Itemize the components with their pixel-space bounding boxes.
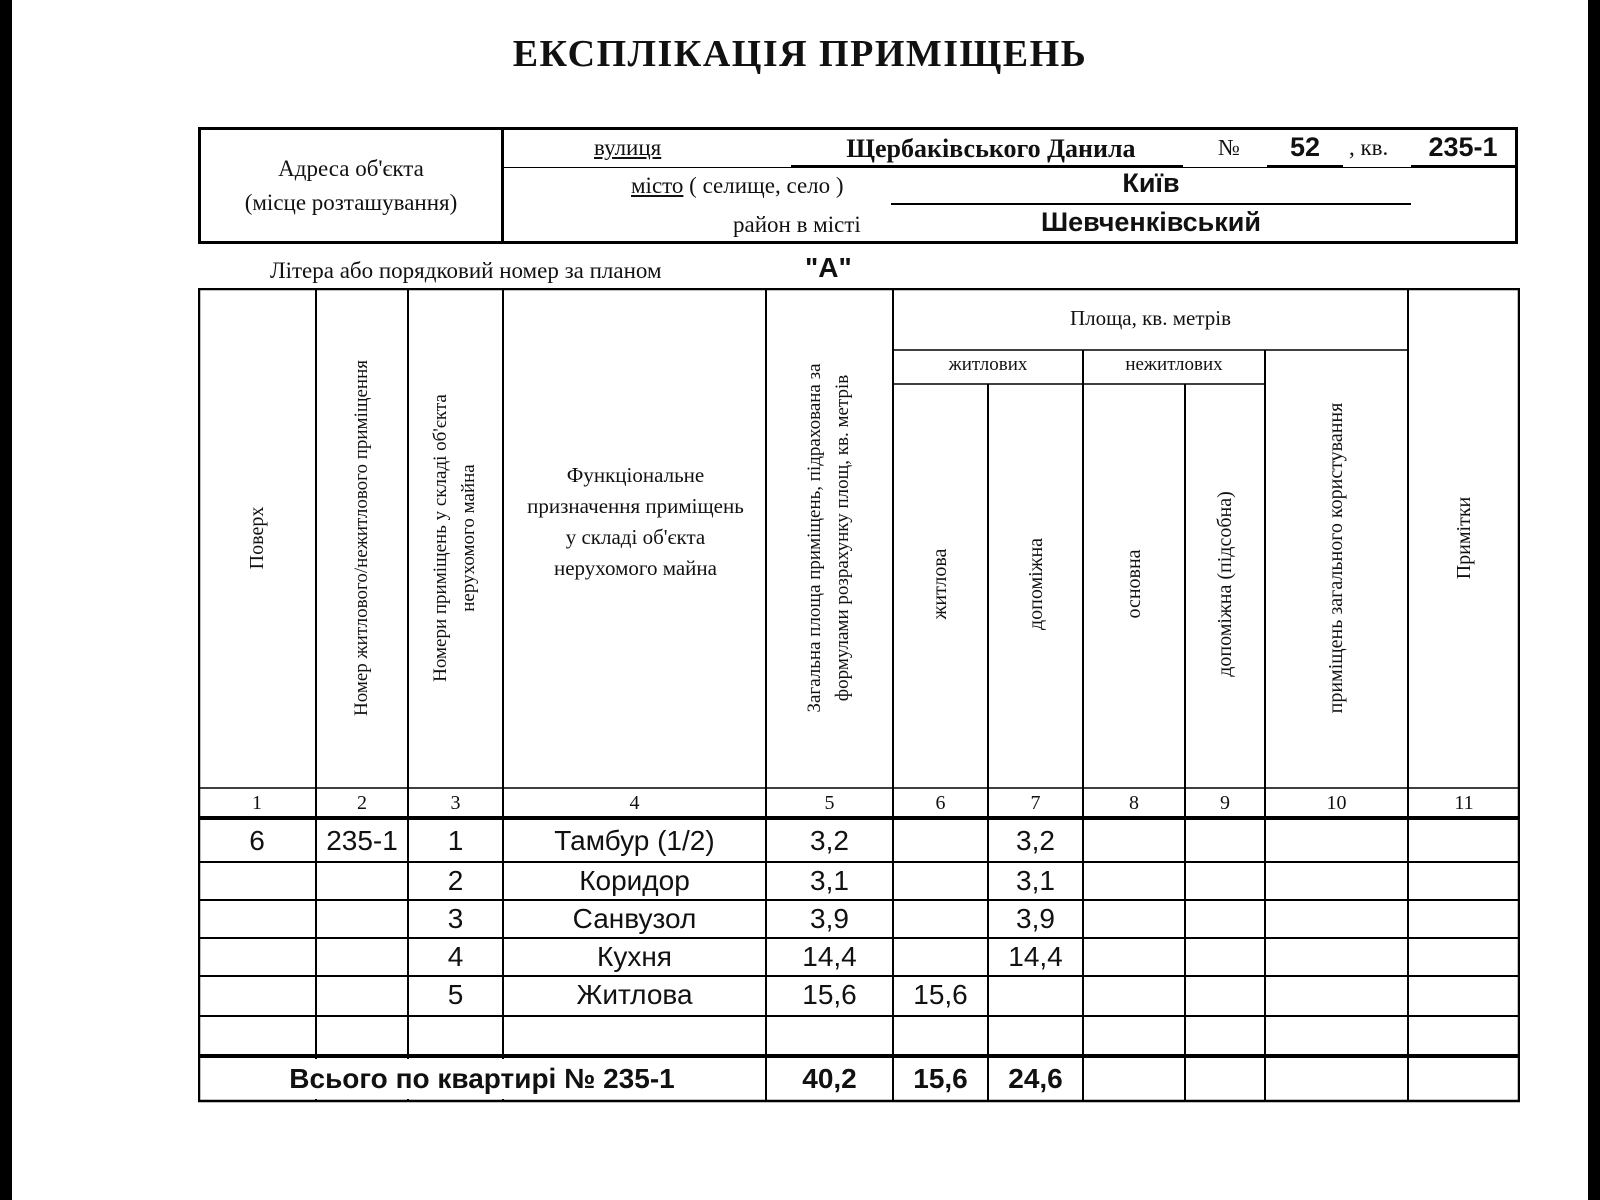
litera-value: "А": [805, 252, 852, 283]
document-title: ЕКСПЛІКАЦІЯ ПРИМІЩЕНЬ: [512, 33, 1088, 75]
cell-auxiliary: 3,2: [1016, 825, 1055, 856]
total-label: Всього по квартирі № 235-1: [289, 1063, 675, 1094]
header-room-numbers-line1: Номери приміщень у складі об'єкта: [430, 394, 451, 682]
header-notes: Примітки: [1453, 496, 1475, 580]
cell-room: 2: [447, 865, 464, 896]
address-label-cell: [201, 130, 504, 241]
cell-purpose: Житлова: [576, 979, 693, 1010]
cell-living: 15,6: [913, 979, 968, 1010]
header-living: житлова: [929, 548, 951, 620]
city-value: Київ: [1122, 168, 1180, 198]
total-living: 15,6: [913, 1063, 968, 1094]
col-number: 5: [824, 792, 835, 814]
total-auxiliary: 24,6: [1008, 1063, 1063, 1094]
street-label: вулиця: [594, 135, 662, 160]
header-total-area: [801, 363, 857, 712]
header-apartment-number: Номер житлового/нежитлового приміщення: [351, 359, 372, 717]
cell-auxiliary: 3,9: [1016, 903, 1055, 934]
cell-purpose: Коридор: [579, 865, 690, 896]
address-box: [198, 127, 1518, 244]
city-underline: [891, 203, 1411, 205]
address-label-line1: Адреса об'єкта: [278, 155, 424, 181]
cell-total: 3,2: [810, 825, 849, 856]
cell-purpose: Кухня: [597, 941, 672, 972]
col-number: 1: [252, 792, 262, 814]
header-nonresidential-group: нежитлових: [1125, 354, 1223, 375]
cell-total: 3,1: [810, 865, 849, 896]
header-room-numbers-line2: нерухомого майна: [458, 464, 479, 612]
cell-auxiliary: 3,1: [1016, 865, 1055, 896]
cell-room: 4: [447, 941, 464, 972]
col-number: 9: [1220, 792, 1230, 814]
header-floor: Поверх: [246, 506, 268, 570]
cell-purpose: Тамбур (1/2): [554, 825, 715, 856]
left-scan-border: [0, 0, 12, 1200]
col-number: 6: [935, 792, 946, 814]
col-number: 8: [1129, 792, 1139, 814]
cell-apartment: 235-1: [326, 825, 398, 856]
district-label: район в місті: [733, 212, 861, 237]
city-label-rest: ( селище, село ): [689, 173, 844, 198]
cell-total: 14,4: [802, 941, 857, 972]
apt-value: 235-1: [1428, 132, 1498, 162]
header-main: основна: [1123, 549, 1145, 619]
city-label: [631, 173, 844, 199]
cell-total: 3,9: [810, 903, 849, 934]
district-value: Шевченківський: [1041, 207, 1261, 237]
right-scan-border: [1588, 0, 1600, 1200]
litera-label: Літера або порядковий номер за планом: [270, 258, 662, 283]
cell-auxiliary: 14,4: [1008, 941, 1063, 972]
header-total-area-line1: Загальна площа приміщень, підрахована за: [804, 363, 825, 713]
cell-room: 5: [447, 979, 464, 1010]
cell-room: 1: [447, 825, 464, 856]
col-number: 2: [357, 792, 367, 814]
address-label-line2: (місце розташування): [244, 189, 458, 215]
header-room-numbers: [427, 394, 483, 682]
apt-underline: [1411, 165, 1515, 167]
col-number: 10: [1326, 792, 1347, 814]
apt-label: , кв.: [1349, 135, 1389, 160]
number-label: №: [1218, 135, 1240, 160]
cell-floor: 6: [249, 825, 265, 856]
header-purpose: Функціональне призначення приміщень у складі об'єкта нерухомого майна: [527, 463, 744, 580]
cell-total: 15,6: [802, 979, 857, 1010]
col-number: 3: [450, 792, 461, 814]
street-value: Щербаківського Данила: [846, 134, 1136, 163]
number-underline: [1267, 165, 1343, 167]
street-underline: [791, 165, 1183, 167]
city-label-main: місто: [631, 173, 684, 198]
cell-living: [893, 822, 988, 860]
header-residential-group: житлових: [948, 354, 1028, 375]
cell-room: 3: [447, 903, 464, 934]
header-utility: допоміжна (підсобна): [1214, 491, 1236, 677]
col-number: 7: [1030, 792, 1041, 814]
header-total-area-line2: формулами розрахунку площ, кв. метрів: [832, 374, 853, 702]
col-number: 11: [1454, 792, 1474, 814]
total-area: 40,2: [802, 1063, 857, 1094]
col-number: 4: [629, 792, 640, 814]
cell-purpose: Санвузол: [572, 903, 697, 934]
number-value: 52: [1289, 132, 1321, 162]
header-auxiliary: допоміжна: [1025, 537, 1047, 631]
header-area-group: Площа, кв. метрів: [1069, 306, 1232, 330]
header-common-use: приміщень загального користування: [1325, 402, 1347, 714]
